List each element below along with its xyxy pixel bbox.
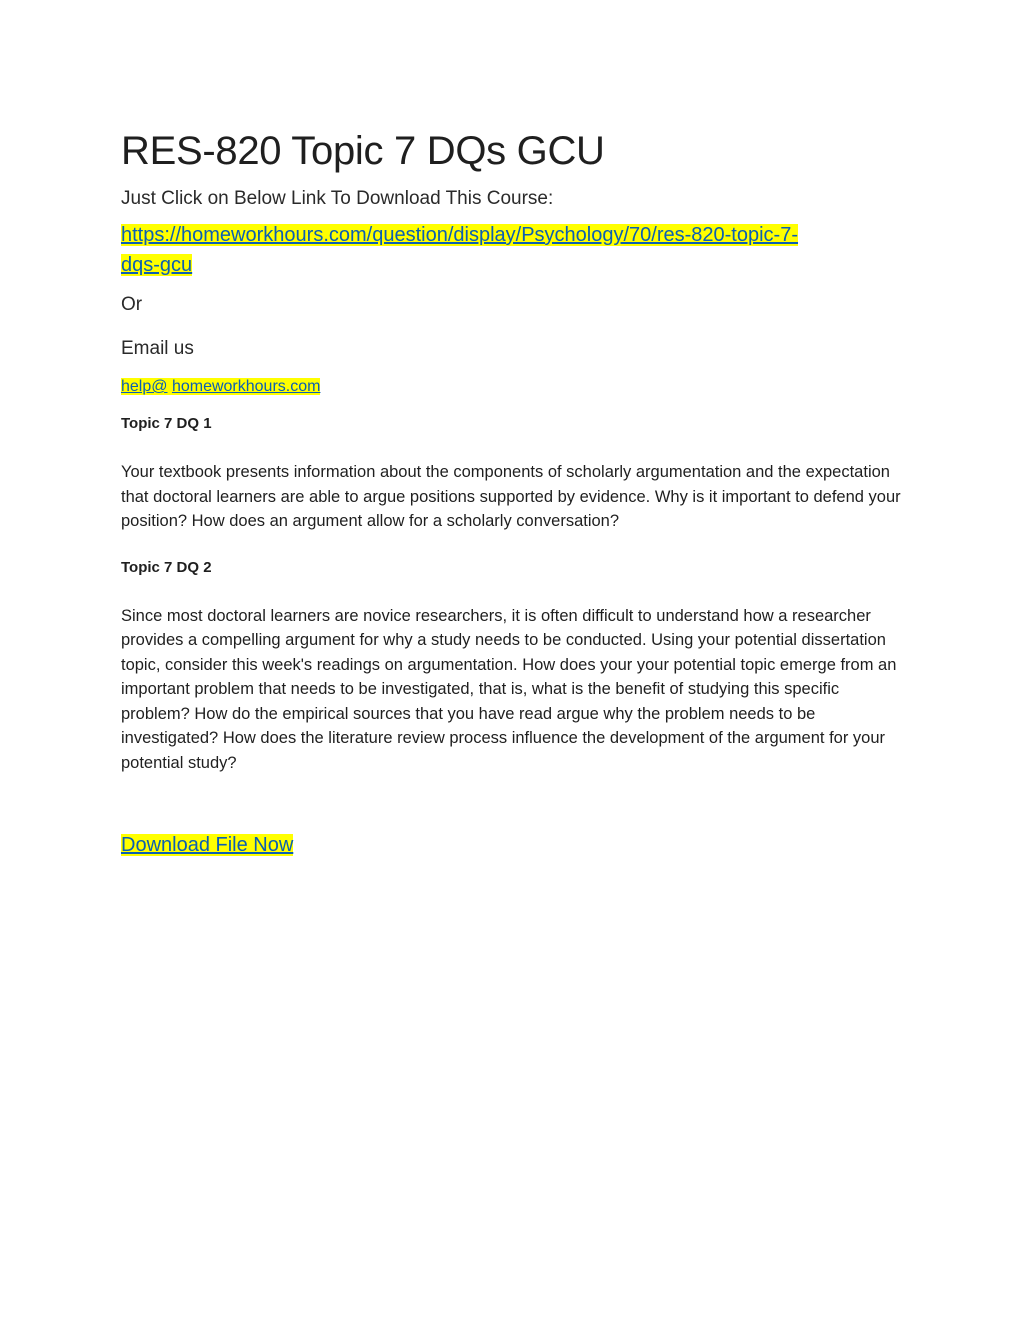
download-instruction: Just Click on Below Link To Download This Course: — [121, 188, 554, 209]
email-link-user[interactable]: help@ — [121, 378, 168, 395]
email-address — [121, 376, 911, 398]
dq2-heading: Topic 7 DQ 2 — [121, 558, 212, 576]
download-section — [121, 831, 911, 859]
dq1-heading: Topic 7 DQ 1 — [121, 415, 212, 432]
download-file-link[interactable]: Download File Now — [121, 834, 294, 856]
course-url-link-line1[interactable]: https://homeworkhours.com/question/display/Psychology/70/res-820-topic-7- — [121, 224, 798, 246]
course-url-link-line2[interactable]: dqs-gcu — [121, 254, 193, 276]
email-label: Email us — [121, 338, 194, 359]
document-content — [121, 124, 911, 859]
or-text: Or — [121, 294, 143, 315]
email-link-domain[interactable]: homeworkhours.com — [171, 378, 321, 395]
course-url-block — [121, 220, 891, 280]
document-title: RES-820 Topic 7 DQs GCU — [121, 129, 605, 173]
dq2-text: Since most doctoral learners are novice researchers, it is often difficult to understand how a researcher provides a compelling argument for why a study needs to be conducted. Using your potential dissertation topic, consider this week's readings on argumentation. How does your your potential topic emerge from an important problem that needs to be investigated, that is, what is the benefit of studying this specific problem? How do the empirical sources that you have read argue why the problem needs to be investigated? How does the literature review process influence the development of the argument for your potential study? — [121, 606, 897, 772]
dq1-text: Your textbook presents information about the components of scholarly argumentation and the expectation that doctoral learners are able to argue positions supported by evidence. Why is it important to defend your position? How does an argument allow for a scholarly conversation? — [121, 463, 901, 530]
